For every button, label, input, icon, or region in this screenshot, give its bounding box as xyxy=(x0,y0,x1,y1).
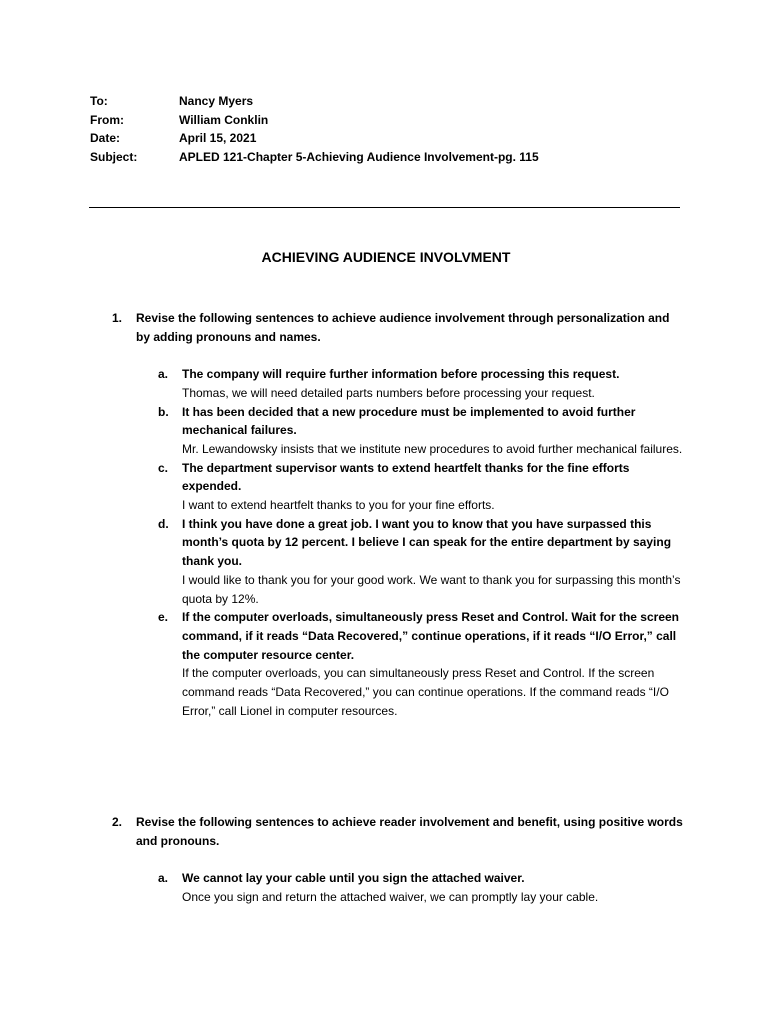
item-prompt: I think you have done a great job. I want you to know that you have surpassed this month’s quota by 12 percent. I believe I can speak for the entire department by saying thank you. xyxy=(182,516,672,569)
question-2 xyxy=(112,813,684,907)
to-label: To: xyxy=(90,94,108,108)
to-value: Nancy Myers xyxy=(179,94,254,108)
from-label: From: xyxy=(90,112,124,127)
item-prompt: We cannot lay your cable until you sign the attached waiver. xyxy=(182,871,525,886)
item-label: c. xyxy=(158,460,169,475)
item-prompt: It has been decided that a new procedure must be implemented to avoid further mechanical failures. xyxy=(182,404,636,438)
item-a xyxy=(158,365,684,402)
item-prompt: If the computer overloads, simultaneously press Reset and Control. Wait for the screen command, if it reads “Data Recovered,” continue operations, if it reads “I/O Error,” call the computer resource center. xyxy=(182,610,679,662)
document-title: ACHIEVING AUDIENCE INVOLVMENT xyxy=(261,249,511,265)
question-number: 1. xyxy=(112,311,123,325)
item-b xyxy=(158,403,684,459)
item-answer: Thomas, we will need detailed parts numbers before processing your request. xyxy=(182,385,595,400)
date-value: April 15, 2021 xyxy=(179,131,257,146)
subject-row xyxy=(90,148,539,167)
to-row xyxy=(90,92,539,111)
item-answer: If the computer overloads, you can simultaneously press Reset and Control. If the screen command reads “Data Recovered,” you can continue operations. If the command reads “I/O Error,” call Lionel in computer resources. xyxy=(182,666,669,718)
header-divider xyxy=(89,207,680,208)
date-label: Date: xyxy=(90,131,121,146)
item-label: e. xyxy=(158,610,169,625)
item-d xyxy=(158,515,684,609)
date-row xyxy=(90,129,539,148)
item-prompt: The company will require further information before processing this request. xyxy=(182,367,620,382)
item-e xyxy=(158,608,684,720)
subject-value: APLED 121-Chapter 5-Achieving Audience Involvement-pg. 115 xyxy=(179,150,539,165)
item-answer: I would like to thank you for your good work. We want to thank you for surpassing this month’s quota by 12%. xyxy=(182,572,681,606)
memo-header xyxy=(90,92,539,167)
item-label: a. xyxy=(158,367,169,382)
from-row xyxy=(90,111,539,130)
item-label: d. xyxy=(158,516,169,531)
question-number: 2. xyxy=(112,815,123,829)
item-answer: I want to extend heartfelt thanks to you for your fine efforts. xyxy=(182,498,495,513)
question-text: Revise the following sentences to achieve reader involvement and benefit, using positive words and pronouns. xyxy=(136,815,683,848)
item-answer: Once you sign and return the attached waiver, we can promptly lay your cable. xyxy=(182,889,599,904)
item-a xyxy=(158,869,684,906)
item-label: b. xyxy=(158,404,169,419)
question-items xyxy=(158,365,684,720)
from-value: William Conklin xyxy=(179,112,269,127)
item-answer: Mr. Lewandowsky insists that we institute new procedures to avoid further mechanical failures. xyxy=(182,441,683,456)
question-1 xyxy=(112,309,684,720)
item-label: a. xyxy=(158,871,169,886)
question-items xyxy=(158,869,684,906)
question-text: Revise the following sentences to achieve audience involvement through personalization and by adding pronouns and names. xyxy=(136,311,670,344)
item-c xyxy=(158,459,684,515)
item-prompt: The department supervisor wants to extend heartfelt thanks for the fine efforts expended. xyxy=(182,460,630,494)
subject-label: Subject: xyxy=(90,150,138,165)
